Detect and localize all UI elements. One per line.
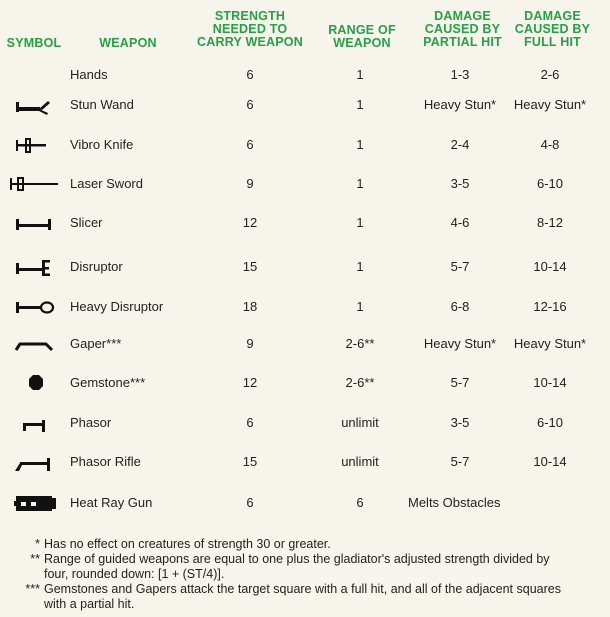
table-row <box>0 256 610 278</box>
partial-damage: 3-5 <box>450 415 470 430</box>
phasor-rifle-icon <box>6 451 62 473</box>
footnote-mark: * <box>35 537 40 551</box>
partial-damage: Heavy Stun* <box>423 336 497 351</box>
footnote <box>0 582 610 612</box>
slicer-icon <box>6 212 62 234</box>
table-row <box>0 212 610 234</box>
range-value: unlimit <box>341 454 379 469</box>
strength-value: 15 <box>242 454 258 469</box>
full-damage: 10-14 <box>533 375 567 390</box>
full-damage: 4-8 <box>540 137 560 152</box>
table-row <box>0 333 610 355</box>
partial-damage: Heavy Stun* <box>423 97 497 112</box>
strength-value: 6 <box>246 67 254 82</box>
disruptor-icon <box>6 256 62 278</box>
weapon-name: Stun Wand <box>70 97 134 112</box>
table-row <box>0 94 610 116</box>
laser-sword-icon <box>6 173 62 195</box>
vibro-knife-icon <box>6 134 62 156</box>
range-value: 1 <box>356 299 364 314</box>
partial-damage: 6-8 <box>450 299 470 314</box>
footnote-text: Gemstones and Gapers attack the target square with a full hit, and all of the adjacent squares with a partial hit. <box>44 582 561 611</box>
footnote-text: Range of guided weapons are equal to one plus the gladiator's adjusted strength divided by four, rounded down: [1 + (ST/4)]. <box>44 552 550 581</box>
header-full: DAMAGE CAUSED BY FULL HIT <box>514 9 591 49</box>
footnote <box>0 537 610 552</box>
weapon-name: Phasor Rifle <box>70 454 141 469</box>
partial-damage: 3-5 <box>450 176 470 191</box>
strength-value: 9 <box>246 336 254 351</box>
footnote <box>0 552 610 582</box>
range-value: 6 <box>356 495 364 510</box>
table-row <box>0 134 610 156</box>
gemstone-icon <box>6 372 62 394</box>
range-value: 2-6** <box>345 375 375 390</box>
header-symbol: SYMBOL <box>6 36 62 50</box>
full-damage: 10-14 <box>533 259 567 274</box>
partial-damage: 5-7 <box>450 375 470 390</box>
weapon-name: Disruptor <box>70 259 123 274</box>
partial-damage: 4-6 <box>450 215 470 230</box>
table-row <box>0 412 610 434</box>
weapon-name: Slicer <box>70 215 103 230</box>
footnotes <box>0 537 610 612</box>
melts-obstacles-damage: Melts Obstacles <box>408 495 501 510</box>
footnote-mark: *** <box>25 582 40 596</box>
heat-ray-gun-icon <box>6 492 62 514</box>
strength-value: 15 <box>242 259 258 274</box>
strength-value: 18 <box>242 299 258 314</box>
partial-damage: 1-3 <box>450 67 470 82</box>
weapon-name: Heat Ray Gun <box>70 495 153 510</box>
table-row <box>0 372 610 394</box>
header-partial: DAMAGE CAUSED BY PARTIAL HIT <box>423 9 502 49</box>
full-damage: 2-6 <box>540 67 560 82</box>
full-damage: Heavy Stun* <box>513 97 587 112</box>
strength-value: 6 <box>246 97 254 112</box>
range-value: 1 <box>356 259 364 274</box>
range-value: 2-6** <box>345 336 375 351</box>
table-row <box>0 492 610 514</box>
strength-value: 6 <box>246 415 254 430</box>
strength-value: 6 <box>246 137 254 152</box>
weapon-name: Vibro Knife <box>70 137 134 152</box>
strength-value: 12 <box>242 375 258 390</box>
partial-damage: 2-4 <box>450 137 470 152</box>
table-row <box>0 296 610 318</box>
header-weapon: WEAPON <box>99 36 157 50</box>
range-value: 1 <box>356 137 364 152</box>
heavy-disruptor-icon <box>6 296 62 318</box>
full-damage: 6-10 <box>536 176 564 191</box>
range-value: 1 <box>356 97 364 112</box>
footnote-mark: ** <box>30 552 40 566</box>
table-row <box>0 64 610 86</box>
range-value: 1 <box>356 215 364 230</box>
phasor-icon <box>6 412 62 434</box>
full-damage: 10-14 <box>533 454 567 469</box>
table-row <box>0 451 610 473</box>
strength-value: 9 <box>246 176 254 191</box>
weapon-name: Heavy Disruptor <box>70 299 164 314</box>
weapon-name: Gemstone*** <box>70 375 146 390</box>
full-damage: 6-10 <box>536 415 564 430</box>
header-range: RANGE OF WEAPON <box>328 23 396 50</box>
stun-wand-icon <box>6 94 62 116</box>
range-value: 1 <box>356 176 364 191</box>
table-row <box>0 173 610 195</box>
weapon-name: Phasor <box>70 415 112 430</box>
strength-value: 12 <box>242 215 258 230</box>
weapon-name: Hands <box>70 67 108 82</box>
full-damage: 12-16 <box>533 299 567 314</box>
partial-damage: 5-7 <box>450 259 470 274</box>
gaper-icon <box>6 333 62 355</box>
full-damage: Heavy Stun* <box>513 336 587 351</box>
range-value: unlimit <box>341 415 379 430</box>
weapon-name: Gaper*** <box>70 336 122 351</box>
header-strength: STRENGTH NEEDED TO CARRY WEAPON <box>197 9 303 49</box>
weapon-name: Laser Sword <box>70 176 143 191</box>
footnote-text: Has no effect on creatures of strength 30 or greater. <box>44 537 331 551</box>
range-value: 1 <box>356 67 364 82</box>
full-damage: 8-12 <box>536 215 564 230</box>
partial-damage: 5-7 <box>450 454 470 469</box>
strength-value: 6 <box>246 495 254 510</box>
